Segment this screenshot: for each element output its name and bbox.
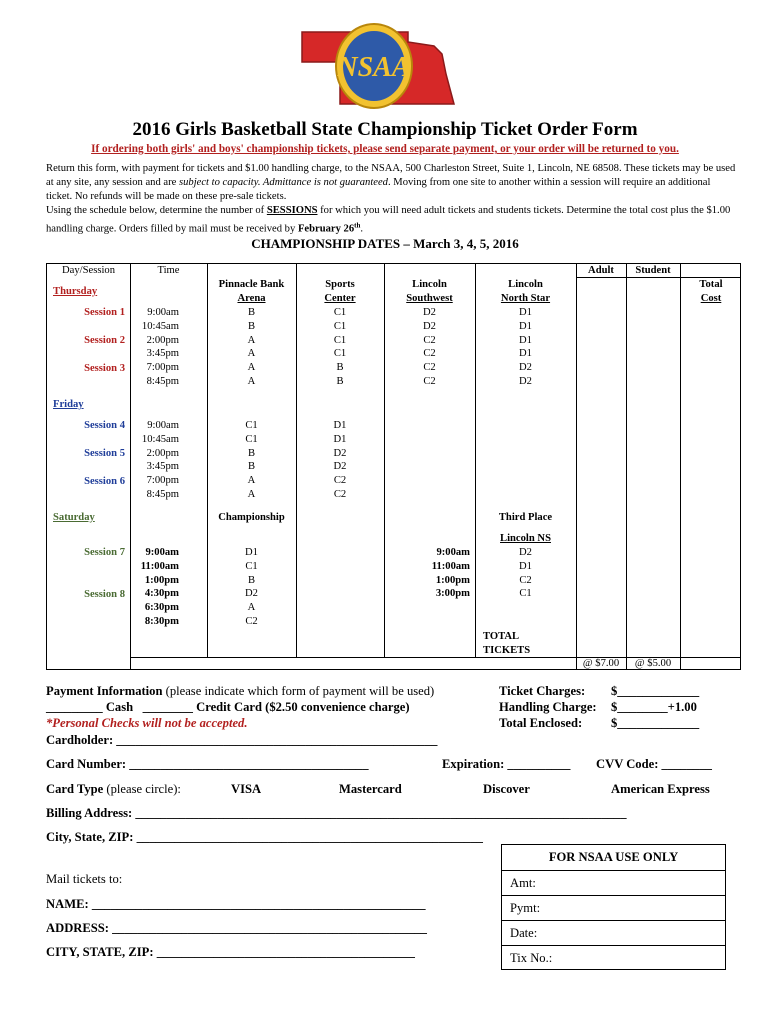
expiration-field[interactable]: Expiration: __________ xyxy=(442,757,571,771)
schedule-table xyxy=(46,263,741,670)
total-enclosed-label: Total Enclosed: xyxy=(499,716,583,730)
header-pinnacle-bank: Pinnacle Bank Arena xyxy=(218,279,285,304)
header-day-session: Day/Session xyxy=(62,265,115,276)
nsaa-amt: Amt: xyxy=(502,870,725,895)
cvv-field[interactable]: CVV Code: ________ xyxy=(596,757,712,771)
thursday-lns-classes: D1 D1 D1 D1 D2 D2 xyxy=(519,307,532,387)
header-time: Time xyxy=(157,265,180,276)
header-adult: Adult xyxy=(588,265,614,276)
thursday-times: 9:00am 10:45am 2:00pm 3:45pm 7:00pm 8:45pm xyxy=(141,307,179,387)
header-sports-center: Sports Center xyxy=(324,279,356,304)
mail-tickets-heading: Mail tickets to: xyxy=(46,872,123,886)
session-label: Session 2 xyxy=(84,335,125,346)
card-number-field[interactable]: Card Number: ______________________________________ xyxy=(46,757,369,771)
championship-dates-heading: CHAMPIONSHIP DATES – March 3, 4, 5, 2016 xyxy=(251,236,519,251)
session-label: Session 7 xyxy=(84,547,125,558)
friday-pinnacle-classes: C1 C1 B B A A xyxy=(245,420,258,500)
card-type-amex[interactable]: American Express xyxy=(611,782,710,796)
day-saturday: Saturday xyxy=(53,512,95,523)
form-title: 2016 Girls Basketball State Championship Ticket Order Form xyxy=(132,119,638,140)
card-type-discover[interactable]: Discover xyxy=(483,782,530,796)
card-type-mastercard[interactable]: Mastercard xyxy=(339,782,402,796)
mail-name-field[interactable]: NAME: _____________________________________________________ xyxy=(46,897,426,911)
card-type-visa[interactable]: VISA xyxy=(231,782,262,796)
nsaa-date: Date: xyxy=(502,920,725,945)
session-label: Session 6 xyxy=(84,476,125,487)
session-label: Session 5 xyxy=(84,448,125,459)
saturday-third-place-times: 9:00am 11:00am 1:00pm 3:00pm xyxy=(431,547,470,600)
nsaa-logo xyxy=(296,18,456,110)
header-lincoln-north-star: Lincoln North Star xyxy=(500,279,551,304)
friday-times: 9:00am 10:45am 2:00pm 3:45pm 7:00pm 8:45pm xyxy=(141,420,179,500)
billing-address-field[interactable]: Billing Address: ______________________________________________________________________________ xyxy=(46,806,627,820)
handling-charge-label: Handling Charge: xyxy=(499,700,597,714)
session-label: Session 1 xyxy=(84,307,125,318)
nsaa-use-only-box xyxy=(501,844,726,970)
no-personal-checks-note: *Personal Checks will not be accepted. xyxy=(46,716,248,730)
saturday-times: 9:00am 11:00am 1:00pm 4:30pm 6:30pm 8:30pm xyxy=(140,547,179,627)
nsaa-pymt: Pymt: xyxy=(502,895,725,920)
thursday-pinnacle-classes: B B A A A A xyxy=(247,307,256,387)
thursday-lsw-classes: D2 D2 C2 C2 C2 C2 xyxy=(423,307,436,387)
payment-heading: Payment Information (please indicate which form of payment will be used) xyxy=(46,684,435,698)
mail-address-field[interactable]: ADDRESS: __________________________________________________ xyxy=(46,921,427,935)
handling-charge-field[interactable]: $________+1.00 xyxy=(611,700,697,714)
instructions: Return this form, with payment for tickets and $1.00 handling charge, to the NSAA, 500 Charleston Street, Suite 1, Lincoln, NE 68508. These tickets may be used at any site, any session and are subject to capacity. Admittance is not guaranteed. Moving from one site to another within a session will require an additional ticket. No refunds will be made on these pre-sale tickets. Using the schedule below, determine the number of SESSIONS for which you will need adult tickets and students tickets. Determine the total cost plus the $1.00 handling charge. Orders filled by mail must be received by February 26th. xyxy=(46,163,736,235)
saturday-third-place-classes: D2 D1 C2 C1 xyxy=(519,547,532,600)
logo-text: NSAA xyxy=(337,52,411,83)
separate-payment-warning: If ordering both girls' and boys' championship tickets, please send separate payment, or your order will be returned to you. xyxy=(91,143,679,155)
adult-price: @ $7.00 xyxy=(582,658,620,669)
friday-sports-classes: D1 D1 D2 D2 C2 C2 xyxy=(333,420,347,500)
header-lincoln-southwest: Lincoln Southwest xyxy=(406,279,453,304)
city-state-zip-field[interactable]: City, State, ZIP: _______________________________________________________ xyxy=(46,830,483,844)
third-place-site: Lincoln NS xyxy=(500,533,551,544)
session-label: Session 3 xyxy=(84,363,125,374)
session-label: Session 4 xyxy=(84,420,125,431)
thursday-sports-classes: C1 C1 C1 C1 B B xyxy=(333,307,347,387)
session-label: Session 8 xyxy=(84,589,125,600)
total-enclosed-field[interactable]: $_____________ xyxy=(611,716,700,730)
cardholder-field[interactable]: Cardholder: ___________________________________________________ xyxy=(46,733,438,747)
nsaa-tix: Tix No.: xyxy=(502,945,725,970)
championship-label: Championship xyxy=(218,512,285,523)
day-friday: Friday xyxy=(53,399,84,410)
card-type-label: Card Type (please circle): xyxy=(46,782,181,796)
saturday-championship-classes: D1 C1 B D2 A C2 xyxy=(245,547,258,627)
mail-city-field[interactable]: CITY, STATE, ZIP: _________________________________________ xyxy=(46,945,415,959)
ticket-charges-label: Ticket Charges: xyxy=(499,684,586,698)
third-place-label: Third Place xyxy=(498,512,553,523)
day-thursday: Thursday xyxy=(53,286,98,297)
student-price: @ $5.00 xyxy=(634,658,672,669)
nsaa-box-title: FOR NSAA USE ONLY xyxy=(548,850,679,864)
total-tickets-label: TOTAL TICKETS xyxy=(483,631,531,656)
header-total-cost: Total Cost xyxy=(699,279,723,304)
header-student: Student xyxy=(635,265,671,276)
payment-options[interactable]: _________ Cash ________ Credit Card ($2.50 convenience charge) xyxy=(46,700,410,714)
ticket-charges-field[interactable]: $_____________ xyxy=(611,684,700,698)
